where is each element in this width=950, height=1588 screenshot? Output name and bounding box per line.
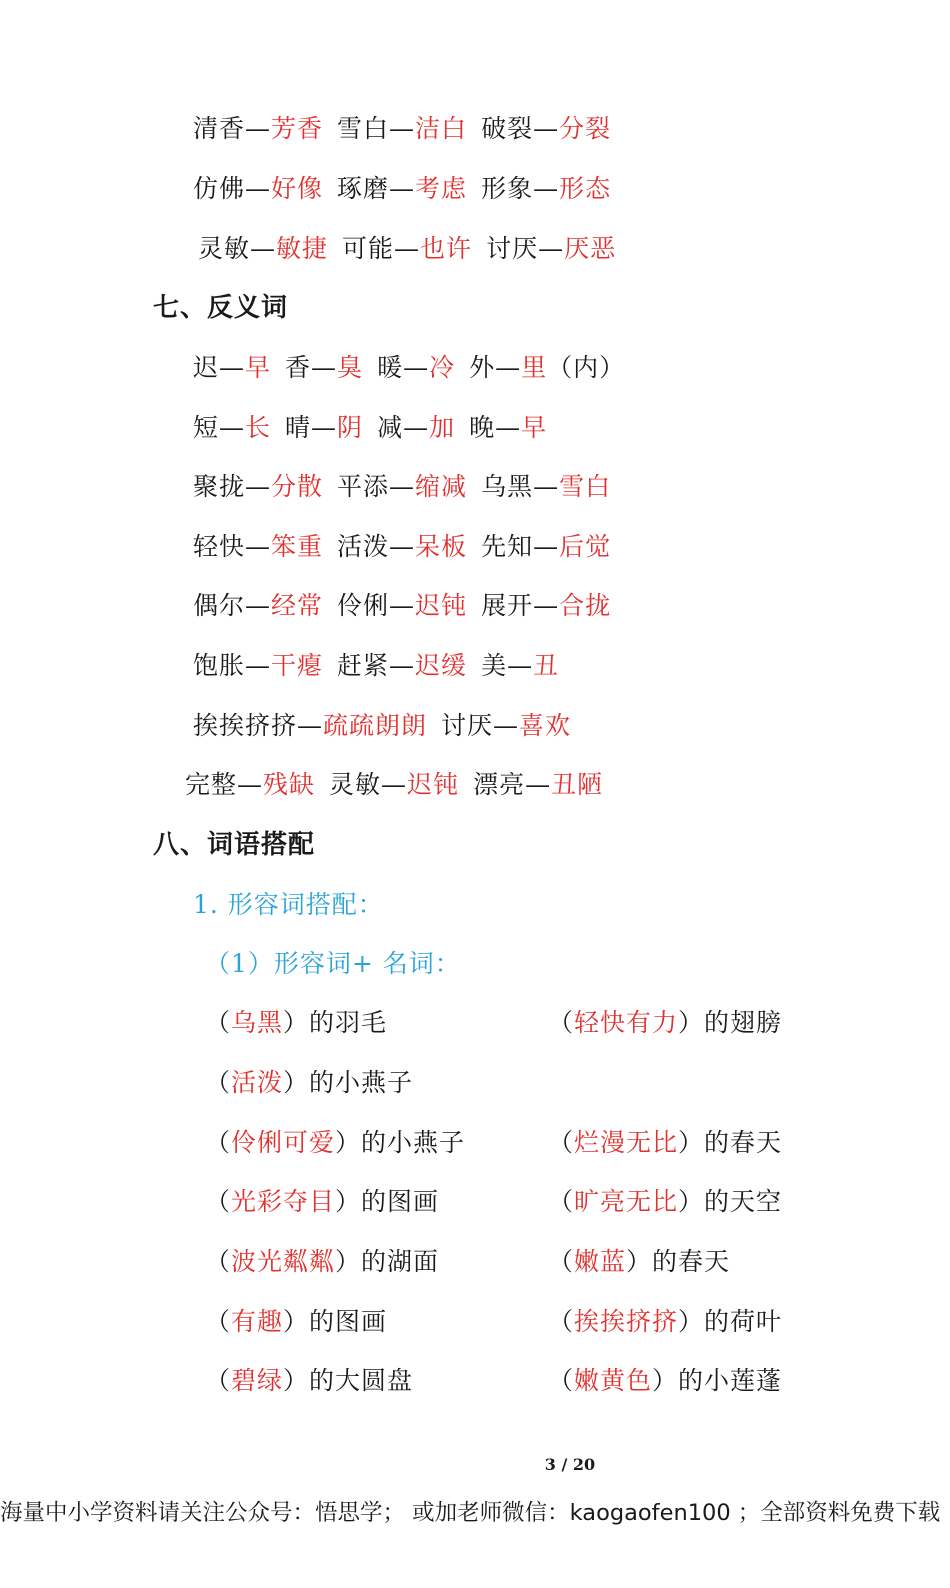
- answer: 好像: [271, 174, 324, 203]
- answer: 烂漫无比: [574, 1128, 679, 1157]
- answer: 也许: [420, 234, 473, 263]
- paren: （: [205, 1008, 232, 1037]
- phrase: ）的小燕子: [335, 1128, 466, 1157]
- synonym-row-2: [193, 172, 611, 206]
- answer: 光彩夺目: [231, 1187, 336, 1216]
- word: 讨厌—: [486, 234, 565, 263]
- answer: 轻快有力: [574, 1008, 679, 1037]
- phrase: ）的春天: [626, 1247, 731, 1276]
- antonym-row-4: [193, 530, 611, 564]
- word: 活泼—: [337, 532, 416, 561]
- paren: （: [205, 1187, 232, 1216]
- answer: 缩减: [415, 472, 468, 501]
- word: 外—: [469, 353, 522, 382]
- answer: 经常: [271, 591, 324, 620]
- collocation-right: [548, 1185, 782, 1219]
- word: 形象—: [481, 174, 560, 203]
- answer: 后觉: [559, 532, 612, 561]
- answer: 丑: [533, 651, 560, 680]
- answer: 雪白: [559, 472, 612, 501]
- word: 偶尔—: [193, 591, 272, 620]
- answer: 嫩蓝: [574, 1247, 627, 1276]
- antonym-row-7: [193, 709, 571, 743]
- synonym-row-3: [198, 232, 616, 266]
- section-title-antonyms: 七、反义词: [153, 293, 289, 323]
- paren: （: [548, 1187, 575, 1216]
- collocation-row-2: [205, 1066, 413, 1100]
- word: 雪白—: [337, 114, 416, 143]
- word: 暖—: [377, 353, 430, 382]
- phrase: ）的天空: [678, 1187, 783, 1216]
- word: 减—: [377, 413, 430, 442]
- paren: （: [548, 1128, 575, 1157]
- collocation-right: [548, 1006, 782, 1040]
- answer: 呆板: [415, 532, 468, 561]
- antonym-row-1: [193, 351, 625, 385]
- collocation-row-5: [205, 1245, 905, 1279]
- word: 讨厌—: [441, 711, 520, 740]
- word: 短—: [193, 413, 246, 442]
- paren: （: [548, 1307, 575, 1336]
- word: 琢磨—: [337, 174, 416, 203]
- synonym-row-1: [193, 112, 611, 146]
- answer: 嫩黄色: [574, 1366, 653, 1395]
- word: 美—: [481, 651, 534, 680]
- answer: 早: [245, 353, 272, 382]
- word: 挨挨挤挤—: [193, 711, 324, 740]
- word: 乌黑—: [481, 472, 560, 501]
- collocation-row-1: [205, 1006, 905, 1040]
- answer: 丑陋: [551, 770, 604, 799]
- answer: 形态: [559, 174, 612, 203]
- answer: 乌黑: [231, 1008, 284, 1037]
- paren: （: [205, 1068, 232, 1097]
- answer: 波光粼粼: [231, 1247, 336, 1276]
- collocation-row-4: [205, 1185, 905, 1219]
- answer: 早: [521, 413, 548, 442]
- answer: 里: [521, 353, 548, 382]
- word: 展开—: [481, 591, 560, 620]
- phrase: ）的小莲蓬: [652, 1366, 783, 1395]
- answer: 芳香: [271, 114, 324, 143]
- answer: 伶俐可爱: [231, 1128, 336, 1157]
- collocation-right: [548, 1245, 730, 1279]
- phrase: ）的小燕子: [283, 1068, 414, 1097]
- answer: 阴: [337, 413, 364, 442]
- phrase: ）的湖面: [335, 1247, 440, 1276]
- paren: （: [205, 1366, 232, 1395]
- answer: 冷: [429, 353, 456, 382]
- word: 先知—: [481, 532, 560, 561]
- answer: 洁白: [415, 114, 468, 143]
- answer: 迟缓: [415, 651, 468, 680]
- phrase: ）的翅膀: [678, 1008, 783, 1037]
- answer: 活泼: [231, 1068, 284, 1097]
- answer: 分散: [271, 472, 324, 501]
- word: 香—: [285, 353, 338, 382]
- collocation-right: [548, 1305, 782, 1339]
- word: 迟—: [193, 353, 246, 382]
- note: （内）: [547, 353, 626, 382]
- paren: （: [205, 1128, 232, 1157]
- phrase: ）的大圆盘: [283, 1366, 414, 1395]
- phrase: ）的荷叶: [678, 1307, 783, 1336]
- word: 伶俐—: [337, 591, 416, 620]
- word: 晚—: [469, 413, 522, 442]
- antonym-row-2: [193, 411, 547, 445]
- subsection-adjective: 1. 形容词搭配：: [193, 890, 384, 919]
- answer: 笨重: [271, 532, 324, 561]
- answer: 分裂: [559, 114, 612, 143]
- answer: 有趣: [231, 1307, 284, 1336]
- word: 赶紧—: [337, 651, 416, 680]
- word: 晴—: [285, 413, 338, 442]
- page-number: 3 / 20: [544, 1455, 596, 1474]
- phrase: ）的羽毛: [283, 1008, 388, 1037]
- answer: 合拢: [559, 591, 612, 620]
- answer: 碧绿: [231, 1366, 284, 1395]
- answer: 厌恶: [564, 234, 617, 263]
- answer: 残缺: [263, 770, 316, 799]
- answer: 挨挨挤挤: [574, 1307, 679, 1336]
- collocation-right: [548, 1364, 782, 1398]
- collocation-row-6: [205, 1305, 905, 1339]
- word: 完整—: [185, 770, 264, 799]
- answer: 加: [429, 413, 456, 442]
- paren: （: [548, 1366, 575, 1395]
- word: 破裂—: [481, 114, 560, 143]
- answer: 旷亮无比: [574, 1187, 679, 1216]
- answer: 喜欢: [519, 711, 572, 740]
- answer: 迟钝: [415, 591, 468, 620]
- word: 灵敏—: [198, 234, 277, 263]
- answer: 迟钝: [407, 770, 460, 799]
- collocation-right: [548, 1126, 782, 1160]
- footer-notice: 海量中小学资料请关注公众号：悟思学； 或加老师微信：kaogaofen100 ；全部资料免费下载: [0, 1500, 941, 1526]
- antonym-row-5: [193, 589, 611, 623]
- phrase: ）的春天: [678, 1128, 783, 1157]
- antonym-row-6: [193, 649, 559, 683]
- word: 聚拢—: [193, 472, 272, 501]
- collocation-row-3: [205, 1126, 905, 1160]
- paren: （: [205, 1307, 232, 1336]
- phrase: ）的图画: [335, 1187, 440, 1216]
- word: 平添—: [337, 472, 416, 501]
- word: 仿佛—: [193, 174, 272, 203]
- paren: （: [548, 1247, 575, 1276]
- word: 可能—: [342, 234, 421, 263]
- antonym-row-3: [193, 470, 611, 504]
- section-title-collocations: 八、词语搭配: [153, 830, 316, 860]
- word: 灵敏—: [329, 770, 408, 799]
- answer: 长: [245, 413, 272, 442]
- word: 饱胀—: [193, 651, 272, 680]
- answer: 疏疏朗朗: [323, 711, 428, 740]
- answer: 考虑: [415, 174, 468, 203]
- paren: （: [205, 1247, 232, 1276]
- word: 漂亮—: [473, 770, 552, 799]
- word: 轻快—: [193, 532, 272, 561]
- subsection-adjective-noun: （1）形容词+ 名词：: [205, 949, 461, 978]
- answer: 臭: [337, 353, 364, 382]
- antonym-row-8: [185, 768, 603, 802]
- answer: 干瘪: [271, 651, 324, 680]
- word: 清香—: [193, 114, 272, 143]
- phrase: ）的图画: [283, 1307, 388, 1336]
- answer: 敏捷: [276, 234, 329, 263]
- collocation-row-7: [205, 1364, 905, 1398]
- paren: （: [548, 1008, 575, 1037]
